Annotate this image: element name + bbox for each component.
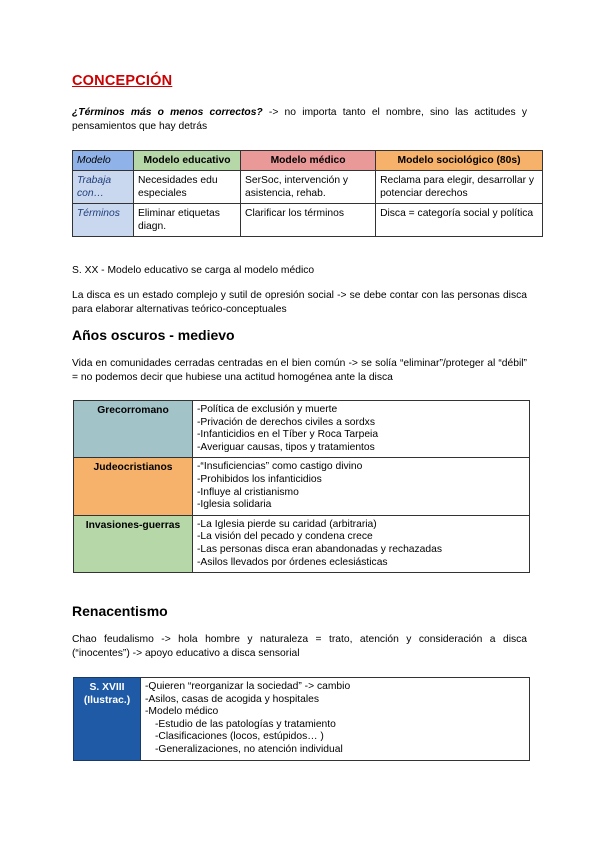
header-sociologico: Modelo sociológico (80s) [376, 151, 543, 171]
sub-list-item: -Clasificaciones (locos, estúpidos… ) [155, 731, 324, 743]
sxx-paragraph: S. XX - Modelo educativo se carga al modelo médico [72, 265, 315, 276]
page-title: CONCEPCIÓN [72, 73, 173, 89]
era-row [74, 515, 530, 572]
heading-renacentismo: Renacentismo [72, 603, 168, 619]
cell-trabaja-educativo: Necesidades edu especiales [134, 171, 241, 204]
sub-list-item: -Generalizaciones, no atención individual [155, 743, 343, 755]
cell-trabaja-sociologico: Reclama para elegir, desarrollar y potenciar derechos [376, 171, 543, 204]
header-educativo: Modelo educativo [134, 151, 241, 171]
sub-list-item: -Estudio de las patologías y tratamiento [155, 718, 336, 730]
heading-anos-oscuros: Años oscuros - medievo [72, 327, 235, 343]
list-item: -Influye al cristianismo [197, 486, 299, 498]
intro-paragraph [72, 106, 527, 134]
cell-terminos-medico: Clarificar los términos [241, 204, 376, 237]
list-item: -“Insuficiencias” como castigo divino [197, 461, 363, 473]
sxviii-label-line1: S. XVIII [89, 682, 125, 693]
models-header-row [73, 151, 543, 171]
list-item: -Infanticidios en el Tíber y Roca Tarpeia [197, 429, 379, 441]
era-items-invasiones [193, 515, 530, 572]
models-row-trabaja [73, 171, 543, 204]
list-item: -Iglesia solidaria [197, 499, 272, 511]
sxviii-label [74, 678, 141, 761]
models-table [72, 150, 543, 237]
list-item: -Asilos llevados por órdenes eclesiásticas [197, 556, 388, 568]
era-row [74, 458, 530, 515]
era-items-judeocristianos [193, 458, 530, 515]
list-item: -Política de exclusión y muerte [197, 404, 338, 415]
era-row [74, 401, 530, 458]
models-row-terminos [73, 204, 543, 237]
era-label-grecorromano: Grecorromano [74, 401, 193, 458]
cell-terminos-sociologico: Disca = categoría social y política [376, 204, 543, 237]
list-item: -Prohibidos los infanticidios [197, 473, 322, 485]
row-label-trabaja: Trabaja con… [73, 171, 134, 204]
cell-trabaja-medico: SerSoc, intervención y asistencia, rehab. [241, 171, 376, 204]
cell-terminos-educativo: Eliminar etiquetas diagn. [134, 204, 241, 237]
header-medico: Modelo médico [241, 151, 376, 171]
list-item: -Modelo médico [145, 706, 219, 718]
sxviii-row [74, 678, 530, 761]
header-modelo: Modelo [73, 151, 134, 171]
era-label-judeocristianos: Judeocristianos [74, 458, 193, 515]
sxviii-label-line2: (Ilustrac.) [83, 695, 131, 706]
renac-paragraph: Chao feudalismo -> hola hombre y naturaleza = trato, atención y consideración a disca (“inocentes”) -> apoyo educativo a disca sensorial [72, 634, 527, 659]
row-label-terminos: Términos [73, 204, 134, 237]
sxviii-table [73, 677, 530, 761]
disca-paragraph: La disca es un estado complejo y sutil de opresión social -> se debe contar con las personas disca para elaborar alternativas teórico-conceptuales [72, 290, 527, 315]
eras-table [73, 400, 530, 573]
intro-rest: -> no importa tanto el nombre, sino las actitudes y pensamientos que hay detrás [72, 107, 527, 132]
vida-paragraph: Vida en comunidades cerradas centradas en el bien común -> se solía “eliminar”/proteger al “débil” = no podemos decir que hubiese una actitud homogénea ante la disca [72, 358, 527, 383]
era-items-grecorromano [193, 401, 530, 458]
era-label-invasiones: Invasiones-guerras [74, 515, 193, 572]
list-item: -Quieren “reorganizar la sociedad” -> cambio [145, 681, 351, 692]
list-item: -Averiguar causas, tipos y tratamientos [197, 441, 375, 453]
list-item: -Asilos, casas de acogida y hospitales [145, 693, 319, 705]
list-item: -Las personas disca eran abandonadas y rechazadas [197, 543, 442, 555]
intro-emphasis: ¿Términos más o menos correctos? [72, 107, 263, 118]
list-item: -La Iglesia pierde su caridad (arbitraria) [197, 518, 377, 530]
list-item: -Privación de derechos civiles a sordxs [197, 416, 375, 428]
sxviii-items [141, 678, 530, 761]
list-item: -La visión del pecado y condena crece [197, 531, 373, 543]
